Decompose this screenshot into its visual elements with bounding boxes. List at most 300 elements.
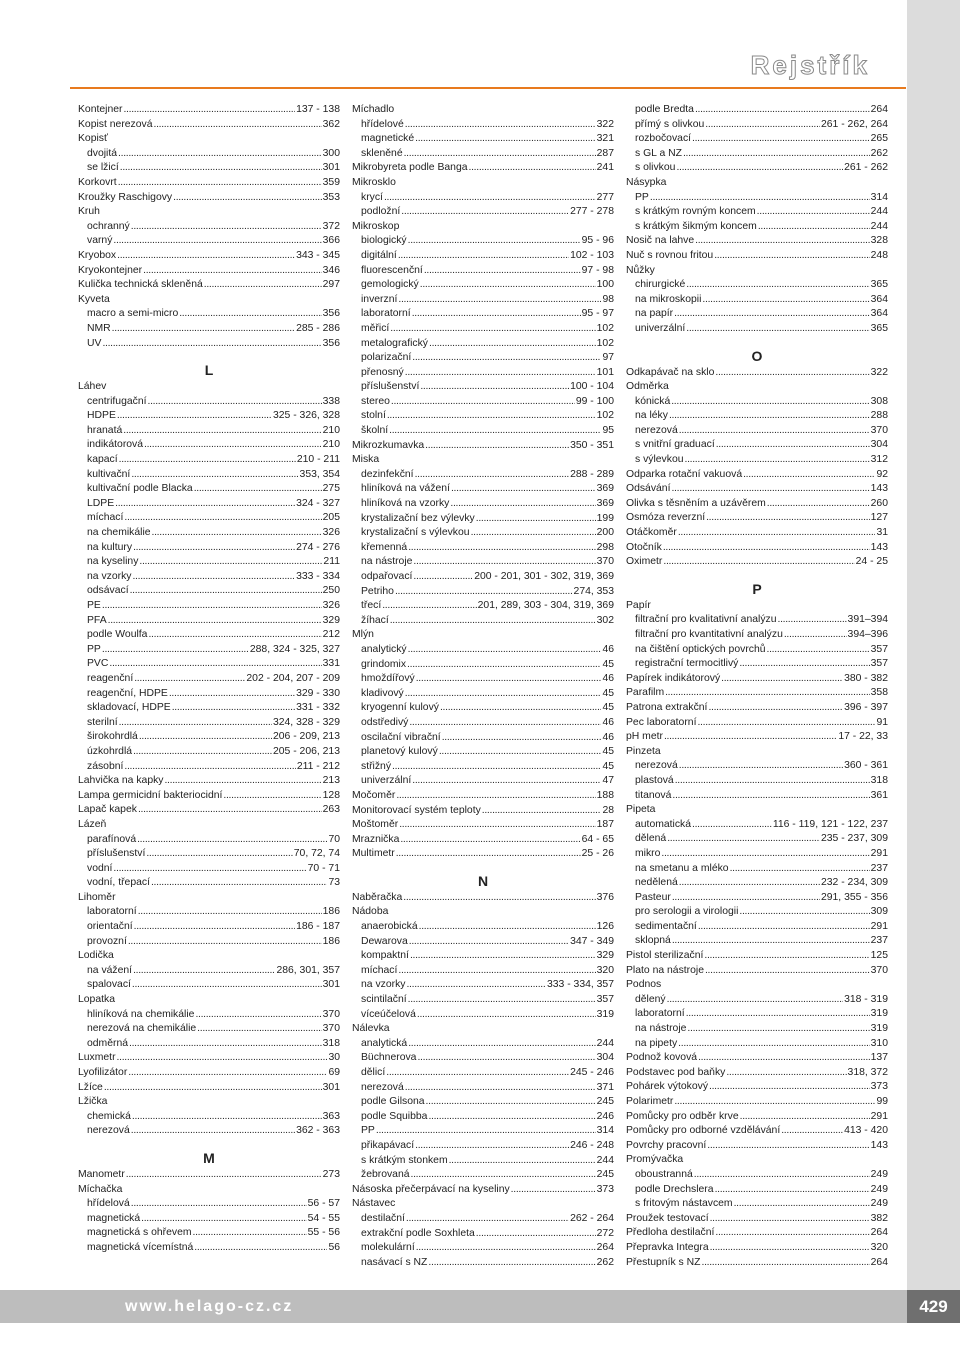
- entry-pages: 286, 301, 357: [276, 964, 340, 976]
- entry-pages: 365: [870, 322, 888, 334]
- index-subentry: [626, 220, 888, 235]
- entry-pages: 329: [322, 614, 340, 626]
- index-entry: [352, 628, 614, 643]
- entry-term: polarizační: [361, 352, 412, 364]
- entry-term: Olivka s těsněním a uzávěrem: [626, 497, 766, 509]
- index-subentry: [78, 672, 340, 687]
- dot-leader: [410, 949, 596, 964]
- entry-term: planetový kulový: [361, 746, 438, 758]
- entry-pages: 25 - 26: [581, 848, 614, 860]
- index-subentry: [352, 1256, 614, 1271]
- index-entry: [352, 103, 614, 118]
- index-subentry: [78, 657, 340, 672]
- dot-leader: [132, 570, 295, 585]
- index-entry: [626, 497, 888, 512]
- index-subentry: [352, 1037, 614, 1052]
- index-entry: [626, 701, 888, 716]
- entry-term: Násoska přečerpávací na kyseliny: [352, 1183, 510, 1195]
- entry-pages: 186 - 187: [296, 921, 340, 933]
- dot-leader: [391, 395, 575, 410]
- index-subentry: [78, 526, 340, 541]
- entry-term: hliníková na vážení: [361, 483, 450, 495]
- index-subentry: [352, 731, 614, 746]
- index-subentry: [78, 905, 340, 920]
- dot-leader: [476, 512, 596, 527]
- dot-leader: [650, 191, 870, 206]
- dot-leader: [412, 307, 581, 322]
- entry-pages: 70 - 71: [307, 862, 340, 874]
- dot-leader: [398, 964, 595, 979]
- entry-term: Kroužky Raschigovy: [78, 191, 173, 203]
- index-subentry: [78, 862, 340, 877]
- index-entry: [352, 905, 614, 920]
- dot-leader: [672, 789, 869, 804]
- index-entry: [626, 526, 888, 541]
- entry-term: vodní: [87, 862, 113, 874]
- dot-leader: [739, 905, 869, 920]
- index-subentry: [626, 643, 888, 658]
- index-entry: [352, 891, 614, 906]
- dot-leader: [144, 438, 322, 453]
- index-subentry: [78, 643, 340, 658]
- index-entry: [626, 1080, 888, 1095]
- index-entry: [78, 1081, 340, 1096]
- entry-pages: 262: [596, 1256, 614, 1268]
- index-subentry: [626, 876, 888, 891]
- entry-pages: 353: [322, 191, 340, 203]
- index-subentry: [352, 1110, 614, 1125]
- entry-term: destilační: [361, 1212, 405, 1224]
- dot-leader: [408, 1037, 595, 1052]
- footer-bar: [0, 1290, 960, 1323]
- footer-url[interactable]: www.helago-cz.cz: [125, 1298, 294, 1315]
- dot-leader: [420, 380, 569, 395]
- entry-term: macro a semi-micro: [87, 308, 179, 320]
- dot-leader: [663, 555, 854, 570]
- index-entry: [78, 1066, 340, 1081]
- index-subentry: [352, 541, 614, 556]
- entry-term: s krátkým šikmým koncem: [635, 220, 757, 232]
- index-subentry: [626, 613, 888, 628]
- entry-term: PP: [87, 643, 101, 655]
- dot-leader: [715, 1226, 869, 1241]
- entry-pages: 263: [322, 804, 340, 816]
- index-subentry: [352, 278, 614, 293]
- dot-leader: [476, 1227, 596, 1242]
- dot-leader: [384, 191, 596, 206]
- dot-leader: [406, 978, 546, 993]
- entry-pages: 211 - 212: [296, 760, 340, 772]
- dot-leader: [139, 730, 272, 745]
- dot-leader: [757, 205, 870, 220]
- dot-leader: [743, 468, 875, 483]
- dot-leader: [451, 482, 596, 497]
- entry-term: odměrná: [87, 1037, 129, 1049]
- entry-term: PP: [635, 191, 649, 203]
- entry-pages: 288, 324 - 325, 327: [249, 643, 340, 655]
- entry-pages: 248: [870, 249, 888, 261]
- index-subentry: [352, 687, 614, 702]
- entry-pages: 17 - 22, 33: [838, 731, 888, 743]
- dot-leader: [126, 1168, 322, 1183]
- index-subentry: [78, 745, 340, 760]
- entry-pages: 329 - 330: [296, 687, 340, 699]
- entry-pages: 241: [596, 162, 614, 174]
- dot-leader: [708, 701, 843, 716]
- index-subentry: [352, 599, 614, 614]
- entry-term: automatická: [635, 818, 692, 830]
- index-subentry: [78, 584, 340, 599]
- index-entry: [352, 1022, 614, 1037]
- entry-pages: 200: [596, 527, 614, 539]
- index-entry: [626, 672, 888, 687]
- index-subentry: [352, 1095, 614, 1110]
- index-subentry: [352, 570, 614, 585]
- entry-pages: 304: [596, 1052, 614, 1064]
- entry-pages: 314: [870, 191, 888, 203]
- entry-term: Nástavec: [352, 1198, 396, 1210]
- entry-term: parafínová: [87, 833, 137, 845]
- entry-pages: 369: [596, 498, 614, 510]
- dot-leader: [425, 439, 569, 454]
- dot-leader: [128, 935, 322, 950]
- entry-pages: 362 - 363: [296, 1125, 340, 1137]
- entry-pages: 322: [596, 118, 614, 130]
- dot-leader: [117, 409, 272, 424]
- dot-leader: [665, 686, 870, 701]
- entry-term: příslušenství: [361, 381, 420, 393]
- entry-term: Mikrozkumavka: [352, 439, 425, 451]
- entry-pages: 357: [870, 643, 888, 655]
- entry-pages: 186: [322, 906, 340, 918]
- dot-leader: [721, 672, 843, 687]
- entry-term: extrakční podle Soxhleta: [361, 1227, 475, 1239]
- dot-leader: [413, 555, 595, 570]
- entry-pages: 370: [596, 556, 614, 568]
- entry-pages: 95: [602, 425, 614, 437]
- entry-pages: 318: [870, 774, 888, 786]
- dot-leader: [702, 293, 869, 308]
- dot-leader: [698, 920, 870, 935]
- entry-term: analytická: [361, 1037, 408, 1049]
- entry-term: Papírek indikátorový: [626, 672, 721, 684]
- index-entry: [78, 264, 340, 279]
- entry-term: sedimentační: [635, 920, 697, 932]
- entry-pages: 326: [322, 600, 340, 611]
- index-subentry: [78, 614, 340, 629]
- dot-leader: [419, 920, 596, 935]
- entry-pages: 249: [870, 1198, 888, 1210]
- dot-leader: [450, 497, 595, 512]
- dot-leader: [133, 964, 275, 979]
- index-subentry: [352, 643, 614, 658]
- dot-leader: [117, 249, 295, 264]
- index-subentry: [78, 511, 340, 526]
- entry-pages: 244: [596, 1037, 614, 1049]
- entry-pages: 356: [322, 337, 340, 349]
- entry-term: Povrchy pracovní: [626, 1139, 707, 1151]
- entry-term: třecí: [361, 600, 382, 612]
- dot-leader: [408, 541, 595, 556]
- dot-leader: [415, 468, 570, 483]
- dot-leader: [714, 249, 869, 264]
- index-entry: [352, 439, 614, 454]
- index-subentry: [352, 1081, 614, 1096]
- index-subentry: [352, 993, 614, 1008]
- entry-pages: 137 - 138: [296, 104, 340, 115]
- dot-leader: [428, 1256, 595, 1271]
- entry-pages: 187: [596, 819, 614, 831]
- index-subentry: [626, 862, 888, 877]
- entry-pages: 413 - 420: [844, 1125, 888, 1137]
- dot-leader: [128, 1066, 327, 1081]
- index-subentry: [78, 876, 340, 891]
- entry-pages: 45: [602, 702, 614, 714]
- index-subentry: [352, 1227, 614, 1242]
- dot-leader: [194, 482, 322, 497]
- entry-term: HDPE: [87, 410, 116, 422]
- entry-term: Miska: [352, 454, 380, 466]
- entry-pages: 370: [322, 1008, 340, 1020]
- dot-leader: [141, 1212, 307, 1227]
- dot-leader: [740, 1110, 870, 1125]
- dot-leader: [124, 760, 295, 775]
- dot-leader: [376, 1124, 596, 1139]
- dot-leader: [118, 147, 322, 162]
- entry-term: podle Bredta: [635, 104, 694, 115]
- entry-pages: 319: [596, 1008, 614, 1020]
- dot-leader: [471, 526, 596, 541]
- index-column-1: [78, 103, 340, 1256]
- dot-leader: [698, 1051, 870, 1066]
- entry-term: na vzorky: [361, 979, 406, 991]
- entry-pages: 102 - 103: [570, 249, 614, 261]
- dot-leader: [164, 774, 321, 789]
- dot-leader: [392, 760, 601, 775]
- entry-pages: 308: [870, 395, 888, 407]
- dot-leader: [664, 730, 837, 745]
- index-subentry: [78, 687, 340, 702]
- entry-term: Kulička technická skleněná: [78, 279, 203, 291]
- dot-leader: [401, 205, 569, 220]
- entry-term: Papír: [626, 599, 651, 611]
- index-subentry: [352, 526, 614, 541]
- index-entry: [352, 847, 614, 862]
- entry-pages: 210: [322, 424, 340, 436]
- index-subentry: [352, 1124, 614, 1139]
- dot-leader: [138, 803, 322, 818]
- entry-term: podle Gilsona: [361, 1096, 425, 1108]
- entry-term: gemologický: [361, 279, 419, 291]
- entry-pages: 309: [870, 906, 888, 918]
- index-subentry: [78, 1110, 340, 1125]
- entry-pages: 347 - 349: [570, 935, 614, 947]
- entry-pages: 210 - 211: [296, 454, 340, 466]
- entry-pages: 370: [870, 424, 888, 436]
- dot-leader: [405, 687, 602, 702]
- entry-term: nerezová: [635, 424, 678, 436]
- entry-term: metalografický: [361, 337, 428, 349]
- dot-leader: [131, 468, 298, 483]
- entry-term: žíhací: [361, 614, 389, 626]
- entry-pages: 361: [870, 789, 888, 801]
- entry-term: Proužek testovací: [626, 1212, 709, 1224]
- dot-leader: [674, 307, 870, 322]
- entry-pages: 261 - 262: [844, 162, 888, 174]
- dot-leader: [695, 103, 870, 118]
- entry-pages: 265: [870, 133, 888, 145]
- entry-pages: 188: [596, 789, 614, 801]
- index-entry: [78, 249, 340, 264]
- entry-term: na nástroje: [635, 1023, 687, 1035]
- entry-pages: 364: [870, 293, 888, 305]
- dot-leader: [716, 438, 870, 453]
- dot-leader: [148, 628, 321, 643]
- index-subentry: [78, 760, 340, 775]
- dot-leader: [134, 672, 245, 687]
- page-title: Rejstřík: [750, 50, 870, 80]
- index-column-3: [626, 103, 888, 1270]
- entry-pages: 143: [870, 541, 888, 553]
- entry-pages: 45: [602, 687, 614, 699]
- index-subentry: [626, 161, 888, 176]
- entry-term: na smetanu a mléko: [635, 862, 729, 874]
- entry-pages: 320: [596, 964, 614, 976]
- dot-leader: [131, 1124, 295, 1139]
- dot-leader: [411, 1168, 596, 1183]
- index-entry: [78, 993, 340, 1008]
- entry-term: s vnitřní graduací: [635, 439, 715, 451]
- entry-term: podle Drechslera: [635, 1183, 714, 1195]
- index-subentry: [78, 555, 340, 570]
- entry-term: Monitorovací systém teploty: [352, 804, 481, 816]
- entry-pages: 244: [596, 1154, 614, 1166]
- dot-leader: [120, 161, 322, 176]
- entry-term: na čištění optických povrchů: [635, 643, 766, 655]
- entry-pages: 314: [596, 1125, 614, 1137]
- entry-term: Lázeň: [78, 818, 107, 830]
- index-subentry: [78, 409, 340, 424]
- entry-pages: 333 - 334: [296, 570, 340, 582]
- entry-term: Míchadlo: [352, 104, 395, 115]
- entry-term: hřídelová: [87, 1198, 130, 1210]
- dot-leader: [398, 293, 601, 308]
- index-entry: [626, 1139, 888, 1154]
- entry-pages: 297: [322, 279, 340, 291]
- index-entry: [78, 205, 340, 220]
- dot-leader: [697, 716, 875, 731]
- index-entry: [78, 191, 340, 206]
- entry-term: molekulární: [361, 1242, 415, 1254]
- entry-pages: 46: [602, 673, 614, 685]
- index-subentry: [626, 205, 888, 220]
- entry-pages: 137: [870, 1052, 888, 1064]
- entry-pages: 97: [602, 352, 614, 364]
- entry-pages: 212: [322, 629, 340, 641]
- entry-pages: 232 - 234, 309: [820, 877, 888, 889]
- index-subentry: [626, 1007, 888, 1022]
- entry-pages: 331: [322, 658, 340, 670]
- entry-pages: 288 - 289: [570, 468, 614, 480]
- entry-pages: 125: [870, 950, 888, 962]
- dot-leader: [469, 161, 596, 176]
- entry-term: Osmóza reverzní: [626, 512, 706, 524]
- entry-term: míchací: [87, 512, 124, 524]
- index-entry: [78, 949, 340, 964]
- dot-leader: [415, 1139, 569, 1154]
- entry-term: nedělená: [635, 877, 678, 889]
- entry-pages: 97 - 98: [581, 264, 614, 276]
- dot-leader: [409, 716, 601, 731]
- entry-term: Nůžky: [626, 264, 655, 276]
- entry-term: Moštoměr: [352, 819, 399, 831]
- entry-pages: 54 - 55: [307, 1212, 340, 1224]
- dot-leader: [676, 161, 843, 176]
- entry-term: Parafilm: [626, 687, 665, 699]
- index-entry: [626, 1095, 888, 1110]
- dot-leader: [482, 804, 602, 819]
- entry-term: na léky: [635, 410, 668, 422]
- index-subentry: [352, 366, 614, 381]
- index-subentry: [352, 337, 614, 352]
- entry-pages: 291, 355 - 356: [820, 891, 888, 903]
- dot-leader: [686, 278, 869, 293]
- index-entry: [352, 176, 614, 191]
- dot-leader: [416, 672, 602, 687]
- entry-pages: 45: [602, 760, 614, 772]
- index-entry: [626, 686, 888, 701]
- index-subentry: [78, 920, 340, 935]
- entry-pages: 318, 372: [847, 1066, 888, 1078]
- entry-pages: 285 - 286: [296, 322, 340, 334]
- entry-term: úzkohrdlá: [87, 745, 133, 757]
- entry-term: Lodička: [78, 950, 114, 962]
- dot-leader: [124, 511, 321, 526]
- entry-term: skladovací, HDPE: [87, 702, 171, 714]
- index-entry: [78, 803, 340, 818]
- index-entry: [626, 1226, 888, 1241]
- entry-pages: 56: [328, 1241, 340, 1253]
- dot-leader: [778, 613, 847, 628]
- entry-term: míchací: [361, 964, 398, 976]
- index-subentry: [352, 1241, 614, 1256]
- entry-pages: 338: [322, 395, 340, 407]
- entry-term: s GL a NZ: [635, 147, 682, 159]
- entry-term: nerezová: [87, 1125, 130, 1137]
- entry-term: Pec laboratorní: [626, 716, 697, 728]
- page-number: 429: [907, 1290, 960, 1323]
- entry-term: Pistol sterilizační: [626, 950, 704, 962]
- entry-term: PP: [361, 1125, 375, 1137]
- entry-pages: 99 - 100: [575, 395, 614, 407]
- entry-pages: 262: [870, 147, 888, 159]
- index-entry: [626, 380, 888, 395]
- entry-pages: 373: [870, 1081, 888, 1093]
- entry-pages: 324, 328 - 329: [272, 716, 340, 728]
- entry-pages: 319: [870, 1008, 888, 1020]
- entry-pages: 366: [322, 235, 340, 247]
- index-subentry: [78, 599, 340, 614]
- index-entry: [78, 118, 340, 133]
- entry-pages: 357: [870, 658, 888, 670]
- dot-leader: [102, 599, 322, 614]
- index-entry: [626, 978, 888, 993]
- entry-term: Petriho: [361, 585, 394, 597]
- dot-leader: [661, 847, 869, 862]
- dot-leader: [710, 1212, 870, 1227]
- dot-leader: [398, 249, 569, 264]
- entry-term: Pohárek výtokový: [626, 1081, 709, 1093]
